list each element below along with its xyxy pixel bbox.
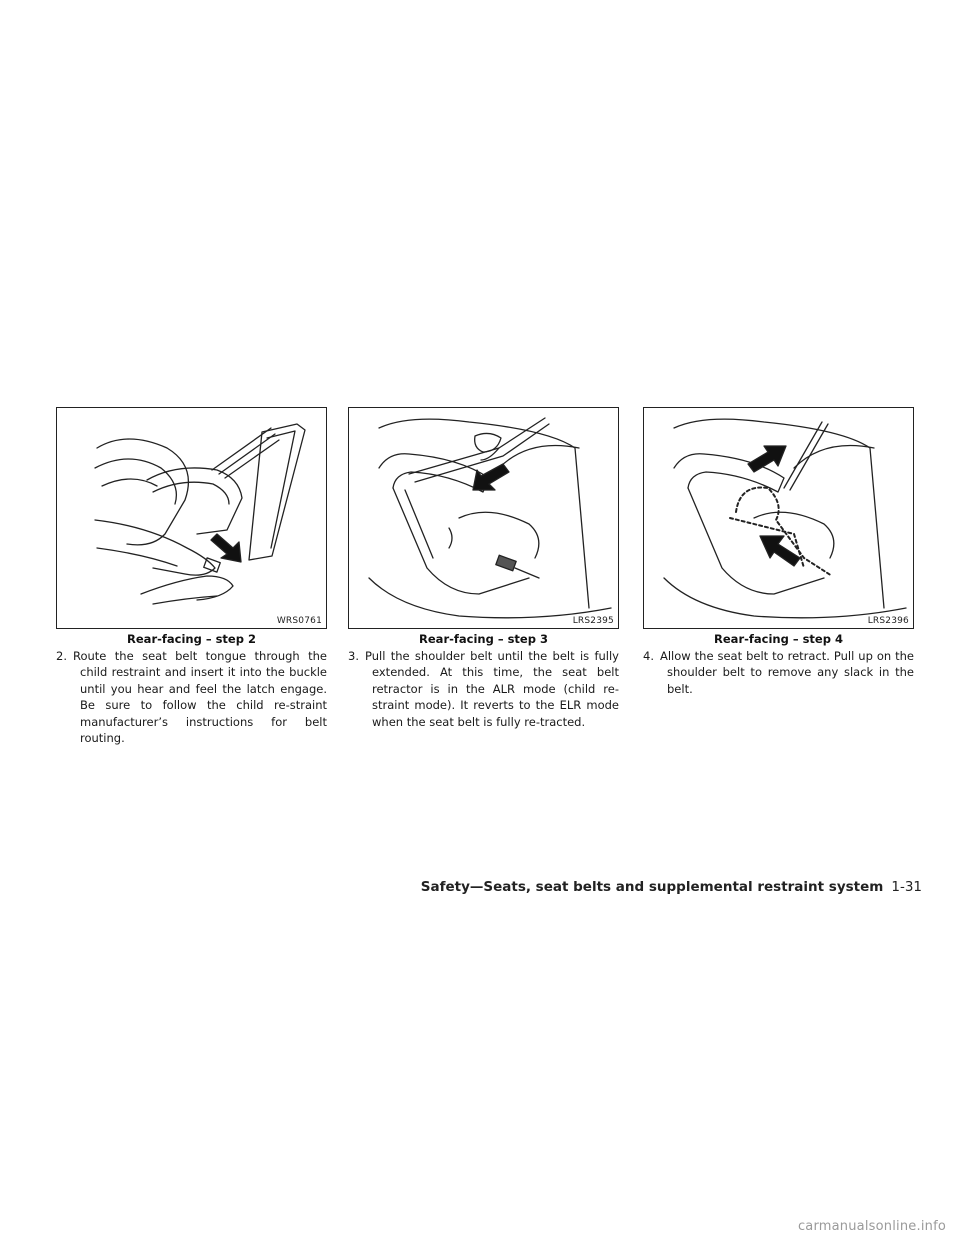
- figure-step-3: [348, 407, 619, 629]
- figure-step-4: [643, 407, 914, 629]
- figure-caption: Rear-facing – step 2: [127, 632, 256, 646]
- step-text: Allow the seat belt to retract. Pull up on the shoulder belt to remove any slack in the belt.: [660, 649, 914, 696]
- figure-code: WRS0761: [276, 616, 322, 626]
- figure-caption: Rear-facing – step 3: [419, 632, 548, 646]
- child-seat-illustration-step2: [57, 408, 327, 629]
- child-seat-illustration-step3: [349, 408, 619, 629]
- instruction-step: [348, 648, 619, 730]
- figure-caption: Rear-facing – step 4: [714, 632, 843, 646]
- step-number: 3.: [348, 649, 359, 663]
- page-number: 1-31: [891, 879, 922, 895]
- step-number: 4.: [643, 649, 654, 663]
- figure-code: LRS2396: [867, 616, 909, 626]
- section-title: Safety—Seats, seat belts and supplemental restraint system: [420, 879, 884, 895]
- child-seat-illustration-step4: [644, 408, 914, 629]
- figure-step-2: [56, 407, 327, 629]
- instruction-step: [56, 648, 327, 746]
- step-text: Pull the shoulder belt until the belt is fully extended. At this time, the seat belt retractor is in the ALR mode (child re-straint mode). It reverts to the ELR mode when the seat belt is fully re-tracted.: [365, 649, 619, 729]
- figure-code: LRS2395: [572, 616, 614, 626]
- instruction-step: [643, 648, 914, 697]
- watermark: carmanualsonline.info: [797, 1219, 946, 1234]
- step-number: 2.: [56, 649, 67, 663]
- page-footer: [421, 879, 922, 895]
- step-text: Route the seat belt tongue through the child restraint and insert it into the buckle until you hear and feel the latch engage. Be sure to follow the child re-straint manufacturer’s instructions for belt routing.: [73, 649, 327, 746]
